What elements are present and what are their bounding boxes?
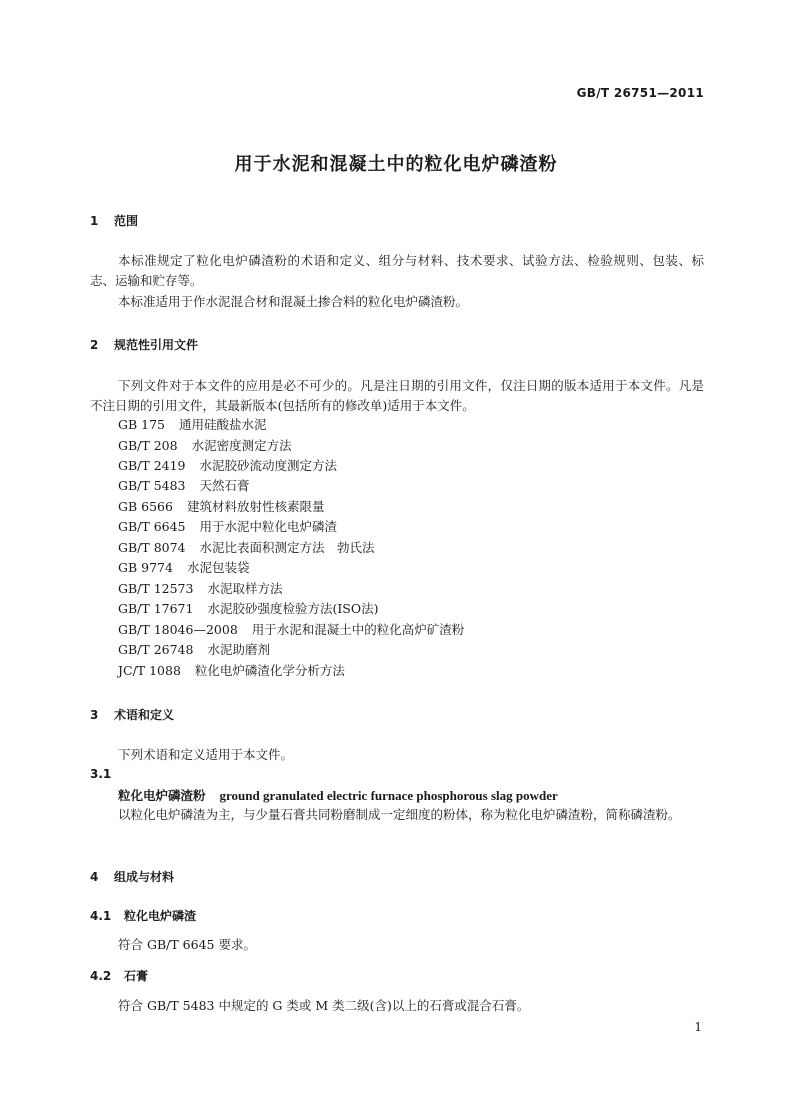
reference-item	[118, 538, 375, 558]
reference-item	[118, 599, 378, 619]
reference-item	[118, 497, 324, 517]
subsection-4-1-heading	[90, 907, 196, 924]
subsection-number: 4.1	[90, 909, 112, 923]
section-title: 组成与材料	[114, 870, 175, 884]
reference-item	[118, 558, 249, 578]
reference-code: GB/T 12573	[118, 581, 194, 596]
subsection-number: 4.2	[90, 969, 112, 983]
subsection-4-2-heading	[90, 967, 148, 984]
scope-paragraph-1: 本标准规定了粒化电炉磷渣粉的术语和定义、组分与材料、技术要求、试验方法、检验规则、包装、标志、运输和贮存等。	[90, 253, 704, 288]
section-number: 1	[90, 214, 99, 228]
reference-title: 水泥密度测定方法	[191, 438, 292, 453]
reference-title: 通用硅酸盐水泥	[179, 417, 267, 432]
term-definition: 以粒化电炉磷渣为主，与少量石膏共同粉磨制成一定细度的粉体，称为粒化电炉磷渣粉，简称磷渣粉。	[118, 807, 681, 822]
reference-item	[118, 620, 464, 640]
subsection-4-1-text: 符合 GB/T 6645 要求。	[118, 937, 256, 952]
reference-code: GB/T 8074	[118, 540, 186, 555]
reference-title: 水泥取样方法	[207, 581, 283, 596]
reference-code: GB/T 5483	[118, 478, 186, 493]
reference-item	[118, 661, 345, 681]
reference-title: 粒化电炉磷渣化学分析方法	[194, 663, 345, 678]
reference-item	[118, 476, 250, 496]
subsection-4-2-text: 符合 GB/T 5483 中规定的 G 类或 M 类二级(含)以上的石膏或混合石膏。	[118, 998, 530, 1013]
reference-code: GB 9774	[118, 560, 173, 575]
section-number: 3	[90, 708, 99, 722]
reference-code: GB/T 2419	[118, 458, 186, 473]
terms-intro: 下列术语和定义适用于本文件。	[118, 747, 294, 762]
reference-title: 天然石膏	[199, 478, 250, 493]
reference-title: 水泥胶砂强度检验方法(ISO法)	[207, 601, 379, 616]
section-1-heading	[90, 212, 138, 229]
reference-title: 用于水泥和混凝土中的粒化高炉矿渣粉	[251, 622, 465, 637]
reference-code: JC/T 1088	[118, 663, 181, 678]
section-title: 规范性引用文件	[114, 338, 199, 352]
reference-code: GB/T 17671	[118, 601, 194, 616]
reference-title: 水泥包装袋	[186, 560, 250, 575]
term-english: ground granulated electric furnace phosphorous slag powder	[219, 788, 558, 803]
reference-code: GB/T 208	[118, 438, 178, 453]
subsection-title: 石膏	[124, 969, 149, 983]
reference-title: 水泥比表面积测定方法 勃氏法	[199, 540, 375, 555]
section-2-heading	[90, 336, 198, 353]
term-chinese: 粒化电炉磷渣粉	[118, 788, 206, 803]
section-4-heading	[90, 868, 174, 885]
section-title: 范围	[114, 214, 139, 228]
reference-code: GB 6566	[118, 499, 173, 514]
reference-item	[118, 415, 267, 435]
reference-item	[118, 579, 282, 599]
page-number: 1	[694, 1020, 702, 1034]
reference-code: GB/T 18046—2008	[118, 622, 238, 637]
reference-title: 用于水泥中粒化电炉磷渣	[199, 519, 338, 534]
section-3-heading	[90, 706, 174, 723]
reference-code: GB 175	[118, 417, 166, 432]
reference-item	[118, 517, 337, 537]
standard-number: GB/T 26751—2011	[576, 86, 704, 100]
reference-title: 水泥胶砂流动度测定方法	[199, 458, 338, 473]
reference-item	[118, 436, 292, 456]
reference-code: GB/T 26748	[118, 642, 194, 657]
reference-title: 水泥助磨剂	[207, 642, 270, 657]
term-heading	[118, 786, 558, 804]
reference-code: GB/T 6645	[118, 519, 186, 534]
reference-item	[118, 640, 270, 660]
section-title: 术语和定义	[114, 708, 175, 722]
references-intro: 下列文件对于本文件的应用是必不可少的。凡是注日期的引用文件，仅注日期的版本适用于本文件。凡是不注日期的引用文件，其最新版本(包括所有的修改单)适用于本文件。	[90, 378, 704, 413]
scope-paragraph-2: 本标准适用于作水泥混合材和混凝土掺合料的粒化电炉磷渣粉。	[118, 294, 469, 309]
term-number: 3.1	[90, 767, 112, 781]
section-number: 4	[90, 870, 99, 884]
reference-item	[118, 456, 337, 476]
section-number: 2	[90, 338, 99, 352]
reference-title: 建筑材料放射性核素限量	[186, 499, 325, 514]
document-title: 用于水泥和混凝土中的粒化电炉磷渣粉	[234, 154, 558, 175]
subsection-title: 粒化电炉磷渣	[124, 909, 197, 923]
